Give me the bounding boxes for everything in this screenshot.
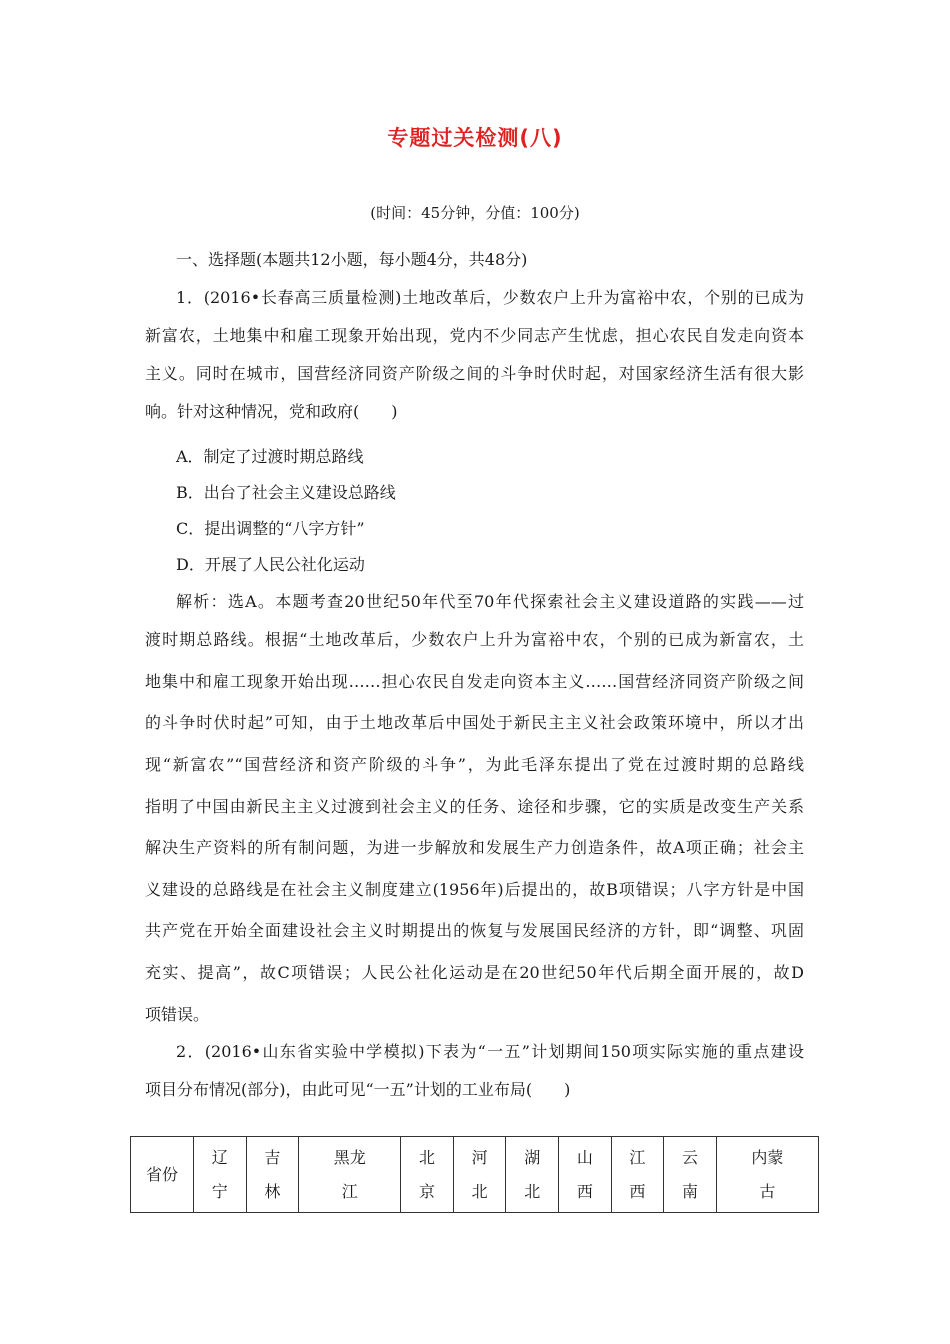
table-cell: 湖 北 [506,1137,559,1213]
q1-analysis-line: 现“新富农”“国营经济和资产阶级的斗争”，为此毛泽东提出了党在过渡时期的总路线 [145,755,804,774]
q1-analysis-line: 渡时期总路线。根据“土地改革后，少数农户上升为富裕中农，个别的已成为新富农，土 [145,630,804,649]
q1-option-c: C．提出调整的“八字方针” [176,519,365,538]
time-info: (时间：45分钟，分值：100分) [370,204,580,222]
table-row [131,1137,819,1213]
q1-analysis-line: 解决生产资料的所有制问题，为进一步解放和发展生产力创造条件，故A项正确；社会主 [145,838,804,857]
q1-option-a: A．制定了过渡时期总路线 [176,447,364,466]
table-cell: 江 西 [611,1137,664,1213]
province-table [130,1136,819,1213]
table-cell: 北 京 [401,1137,454,1213]
q1-stem-line: 1．(2016•长春高三质量检测)土地改革后，少数农户上升为富裕中农，个别的已成为 [176,288,804,307]
q2-stem-line: 项目分布情况(部分)，由此可见“一五”计划的工业布局( ) [145,1080,571,1099]
q2-stem-line: 2．(2016•山东省实验中学模拟)下表为“一五”计划期间150项实际实施的重点建设 [176,1042,804,1061]
table-cell: 内蒙 古 [716,1137,818,1213]
table-cell: 云 南 [664,1137,717,1213]
q1-option-b: B．出台了社会主义建设总路线 [176,483,396,502]
q1-analysis-line: 指明了中国由新民主主义过渡到社会主义的任务、途径和步骤，它的实质是改变生产关系 [145,797,804,816]
table-cell: 山 西 [559,1137,612,1213]
q1-analysis-line: 地集中和雇工现象开始出现……担心农民自发走向资本主义……国营经济同资产阶级之间 [145,672,804,691]
table-cell: 河 北 [453,1137,506,1213]
q1-analysis-line: 充实、提高”，故C项错误；人民公社化运动是在20世纪50年代后期全面开展的，故D [145,963,804,982]
table-header-cell: 省份 [131,1137,194,1213]
q1-analysis-line: 解析：选A。本题考查20世纪50年代至70年代探索社会主义建设道路的实践——过 [176,592,804,611]
q1-analysis-line: 项错误。 [145,1005,210,1024]
q1-stem-line: 新富农，土地集中和雇工现象开始出现，党内不少同志产生忧虑，担心农民自发走向资本 [145,326,804,345]
q1-option-d: D．开展了人民公社化运动 [176,555,365,574]
q1-stem-line: 主义。同时在城市，国营经济同资产阶级之间的斗争时伏时起，对国家经济生活有很大影 [145,364,804,383]
q1-analysis-line: 共产党在开始全面建设社会主义时期提出的恢复与发展国民经济的方针，即“调整、巩固 [145,921,804,940]
table-cell: 黑龙 江 [299,1137,401,1213]
q1-analysis-line: 的斗争时伏时起”可知，由于土地改革后中国处于新民主主义社会政策环境中，所以才出 [145,713,804,732]
table-cell: 辽 宁 [194,1137,247,1213]
page-title: 专题过关检测(八) [387,126,563,150]
table-cell: 吉 林 [246,1137,299,1213]
section-heading: 一、选择题(本题共12小题，每小题4分，共48分) [176,250,528,269]
q1-analysis-line: 义建设的总路线是在社会主义制度建立(1956年)后提出的，故B项错误；八字方针是中国 [145,880,804,899]
q1-stem-line: 响。针对这种情况，党和政府( ) [145,402,398,421]
